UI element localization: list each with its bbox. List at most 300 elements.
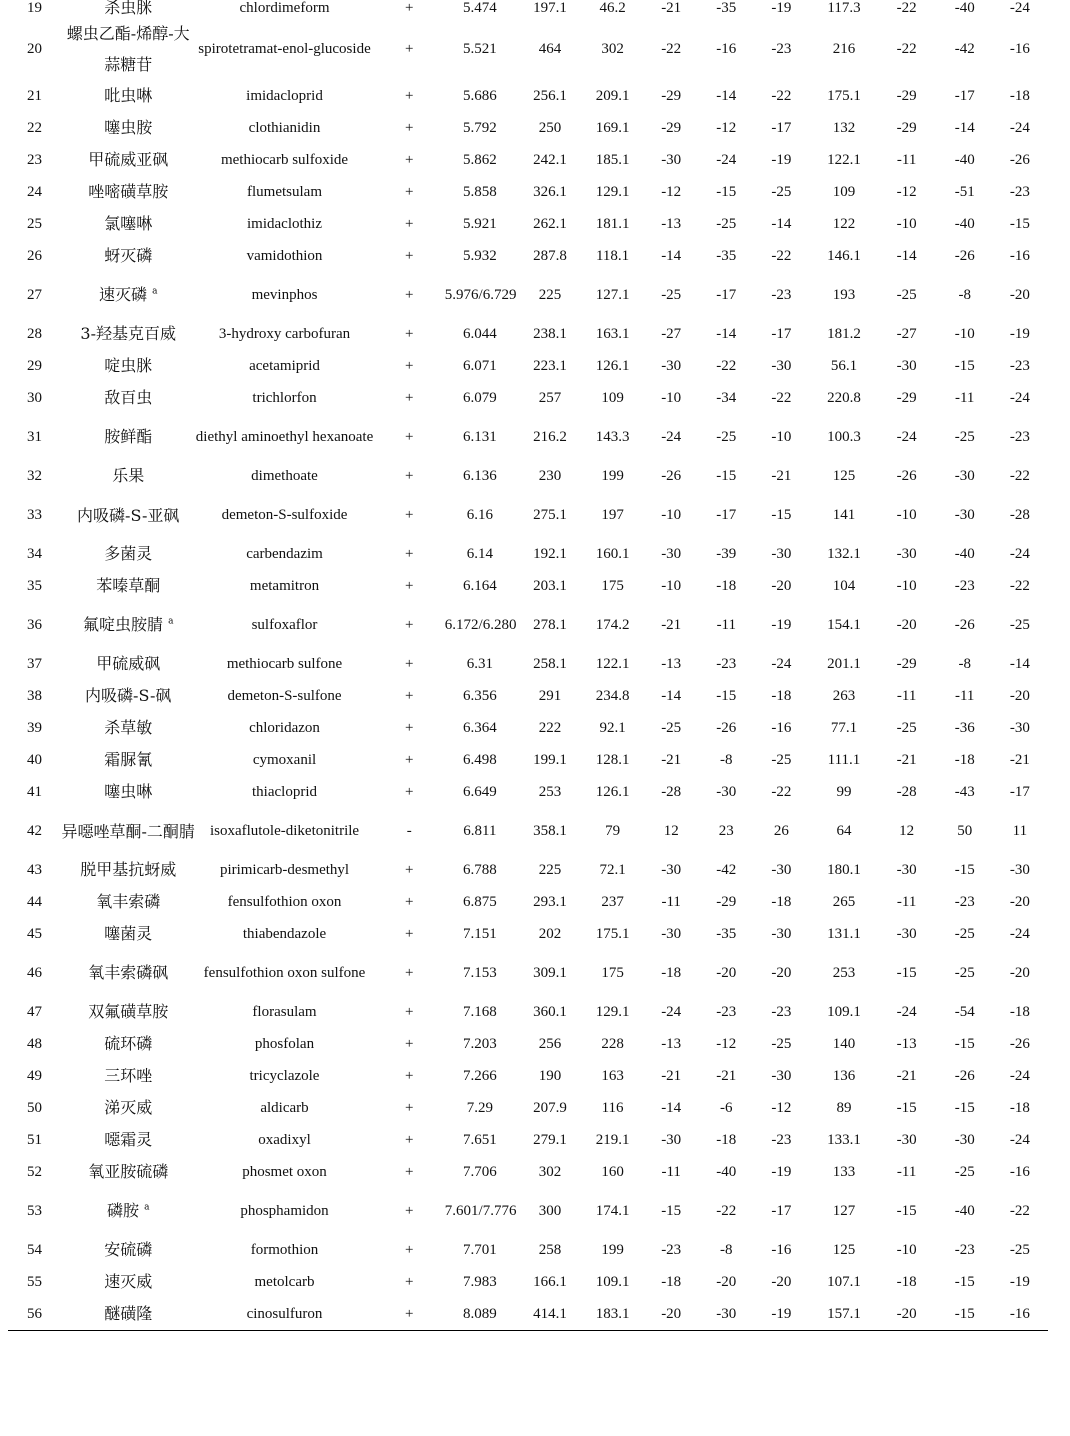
value-2-cell	[702, 144, 750, 176]
value-2: -15	[716, 468, 737, 484]
english-name-cell	[195, 648, 373, 680]
value-1-cell	[640, 1092, 702, 1124]
row-number-cell	[8, 1234, 61, 1266]
row-number: 45	[27, 926, 43, 942]
qual-ion: 109.1	[827, 1004, 861, 1020]
retention-time: 7.701	[462, 1242, 497, 1258]
row-number-cell	[8, 918, 61, 950]
value-5: -15	[954, 358, 975, 374]
row-number-cell	[8, 208, 61, 240]
value-1: -22	[661, 41, 682, 57]
value-2: -15	[716, 184, 737, 200]
value-3-cell	[750, 18, 812, 80]
chinese-name-cell	[61, 144, 195, 176]
english-name-cell	[195, 1124, 373, 1156]
value-3-cell	[750, 538, 812, 570]
value-3: -16	[771, 1242, 792, 1258]
value-1-cell	[640, 240, 702, 272]
precursor-ion: 291	[538, 688, 562, 704]
value-3-cell	[750, 1124, 812, 1156]
value-4-cell	[876, 382, 938, 414]
ion-mode: +	[405, 184, 414, 200]
qual-ion-cell	[812, 1298, 875, 1330]
chinese-name: 啶虫脒	[104, 356, 153, 375]
english-name-cell	[195, 0, 373, 18]
value-3: -19	[771, 617, 792, 633]
quant-ion: 175.1	[595, 926, 630, 942]
ion-mode: +	[405, 216, 414, 232]
value-4-cell	[876, 112, 938, 144]
value-6-cell	[992, 1234, 1048, 1266]
precursor-ion-cell	[515, 996, 585, 1028]
value-3: -30	[771, 358, 792, 374]
ion-mode-cell	[374, 680, 445, 712]
quant-ion-cell	[585, 318, 640, 350]
chinese-name: 磷胺	[106, 1201, 139, 1220]
qual-ion: 132	[832, 120, 856, 136]
english-name-cell	[195, 382, 373, 414]
value-4-cell	[876, 1028, 938, 1060]
qual-ion-cell	[812, 1156, 875, 1188]
row-number-cell	[8, 996, 61, 1028]
quant-ion-cell	[585, 744, 640, 776]
table-row	[8, 318, 1048, 350]
value-5-cell	[938, 996, 992, 1028]
english-name: oxadixyl	[258, 1132, 311, 1148]
table-row	[8, 176, 1048, 208]
english-name: sulfoxaflor	[251, 617, 318, 633]
precursor-ion: 253	[538, 784, 562, 800]
ion-mode-cell	[374, 1028, 445, 1060]
english-name: methiocarb sulfone	[226, 656, 343, 672]
retention-time: 6.136	[462, 468, 497, 484]
value-4: -25	[896, 720, 917, 736]
retention-time: 7.706	[462, 1164, 497, 1180]
precursor-ion: 230	[538, 468, 562, 484]
quant-ion: 160	[601, 1164, 624, 1180]
ion-mode-cell	[374, 538, 445, 570]
precursor-ion: 222	[538, 720, 562, 736]
value-1-cell	[640, 1156, 702, 1188]
chinese-name-cell	[61, 1092, 195, 1124]
value-2-cell	[702, 1298, 750, 1330]
value-2: -26	[716, 720, 737, 736]
value-2-cell	[702, 240, 750, 272]
ion-mode-cell	[374, 0, 445, 18]
ion-mode: +	[405, 578, 414, 594]
value-5-cell	[938, 460, 992, 492]
value-5-cell	[938, 1188, 992, 1234]
value-2: -15	[716, 688, 737, 704]
precursor-ion: 464	[538, 41, 562, 57]
chinese-name-cell	[61, 648, 195, 680]
chinese-name: 内吸磷-S-亚砜	[77, 505, 180, 525]
retention-time: 6.788	[462, 862, 497, 878]
retention-time: 5.792	[462, 120, 497, 136]
ion-mode-cell	[374, 1266, 445, 1298]
quant-ion-cell	[585, 680, 640, 712]
table-row	[8, 854, 1048, 886]
retention-time-cell	[445, 950, 515, 996]
chinese-name-cell	[61, 744, 195, 776]
quant-ion-cell	[585, 996, 640, 1028]
value-5: 50	[957, 823, 973, 839]
ion-mode: +	[405, 784, 414, 800]
value-1: -26	[661, 468, 682, 484]
row-number-cell	[8, 886, 61, 918]
table-row	[8, 1234, 1048, 1266]
precursor-ion: 192.1	[533, 546, 567, 562]
value-5-cell	[938, 350, 992, 382]
english-name-cell	[195, 1092, 373, 1124]
value-4-cell	[876, 318, 938, 350]
value-5: -40	[954, 0, 975, 16]
value-1-cell	[640, 996, 702, 1028]
qual-ion-cell	[812, 996, 875, 1028]
value-2-cell	[702, 648, 750, 680]
value-6-cell	[992, 950, 1048, 996]
precursor-ion-cell	[515, 1124, 585, 1156]
value-5: -26	[954, 617, 975, 633]
value-4: -29	[896, 390, 917, 406]
table-row	[8, 950, 1048, 996]
qual-ion: 136	[832, 1068, 856, 1084]
value-6: -20	[1009, 894, 1030, 910]
retention-time-cell	[445, 854, 515, 886]
ion-mode-cell	[374, 1298, 445, 1330]
retention-time-cell	[445, 1234, 515, 1266]
value-3-cell	[750, 918, 812, 950]
retention-time-cell	[445, 382, 515, 414]
value-6-cell	[992, 492, 1048, 538]
english-name-cell	[195, 886, 373, 918]
qual-ion: 104	[832, 578, 856, 594]
value-5: -10	[954, 326, 975, 342]
english-name: imidacloprid	[246, 88, 323, 104]
ion-mode-cell	[374, 1060, 445, 1092]
quant-ion-cell	[585, 208, 640, 240]
row-number-cell	[8, 176, 61, 208]
value-4-cell	[876, 648, 938, 680]
qual-ion-cell	[812, 80, 875, 112]
row-number-cell	[8, 18, 61, 80]
retention-time-cell	[445, 886, 515, 918]
precursor-ion-cell	[515, 208, 585, 240]
row-number: 26	[27, 248, 43, 264]
ion-mode-cell	[374, 776, 445, 808]
value-4: -18	[896, 1274, 917, 1290]
value-4-cell	[876, 808, 938, 854]
chinese-name: 氟啶虫胺腈	[82, 615, 163, 634]
precursor-ion: 238.1	[533, 326, 567, 342]
quant-ion: 46.2	[599, 0, 626, 16]
chinese-name: 硫环磷	[104, 1034, 153, 1053]
ion-mode: +	[405, 358, 414, 374]
value-5: -25	[954, 1164, 975, 1180]
chinese-name: 氧丰索磷	[96, 892, 161, 911]
english-name: formothion	[250, 1242, 319, 1258]
quant-ion-cell	[585, 602, 640, 648]
ion-mode-cell	[374, 460, 445, 492]
english-name: mevinphos	[251, 287, 318, 303]
qual-ion: 100.3	[827, 429, 861, 445]
qual-ion: 99	[836, 784, 852, 800]
qual-ion-cell	[812, 1188, 875, 1234]
value-2: -22	[716, 1203, 737, 1219]
qual-ion: 77.1	[830, 720, 858, 736]
quant-ion: 160.1	[595, 546, 630, 562]
row-number: 23	[27, 152, 43, 168]
precursor-ion-cell	[515, 1298, 585, 1330]
value-5: -18	[954, 752, 975, 768]
chinese-name-cell	[61, 1298, 195, 1330]
value-2-cell	[702, 382, 750, 414]
value-1: -18	[661, 965, 682, 981]
ion-mode: +	[405, 468, 414, 484]
value-4-cell	[876, 886, 938, 918]
value-3-cell	[750, 318, 812, 350]
value-3: -18	[771, 894, 792, 910]
value-1: -10	[661, 578, 682, 594]
value-6-cell	[992, 744, 1048, 776]
precursor-ion-cell	[515, 808, 585, 854]
precursor-ion: 309.1	[533, 965, 567, 981]
english-name-cell	[195, 712, 373, 744]
value-3: -20	[771, 965, 792, 981]
qual-ion-cell	[812, 886, 875, 918]
quant-ion-cell	[585, 570, 640, 602]
precursor-ion: 250	[538, 120, 562, 136]
chinese-name-cell	[61, 272, 195, 318]
value-2-cell	[702, 1092, 750, 1124]
value-2-cell	[702, 112, 750, 144]
ion-mode: +	[405, 88, 414, 104]
chinese-name-cell	[61, 240, 195, 272]
ion-mode: +	[405, 926, 414, 942]
retention-time-cell	[445, 18, 515, 80]
english-name: diethyl aminoethyl hexanoate	[195, 429, 374, 445]
value-6-cell	[992, 1156, 1048, 1188]
value-4: -11	[896, 894, 917, 910]
value-6-cell	[992, 712, 1048, 744]
precursor-ion: 278.1	[533, 617, 567, 633]
qual-ion-cell	[812, 382, 875, 414]
value-6: -28	[1009, 507, 1030, 523]
value-5: -40	[954, 216, 975, 232]
ion-mode-cell	[374, 1124, 445, 1156]
chinese-name: 醚磺隆	[104, 1303, 153, 1323]
precursor-ion-cell	[515, 1060, 585, 1092]
quant-ion-cell	[585, 1266, 640, 1298]
value-4-cell	[876, 1188, 938, 1234]
value-6-cell	[992, 144, 1048, 176]
value-1: -21	[661, 752, 682, 768]
qual-ion: 125	[832, 468, 856, 484]
value-3-cell	[750, 176, 812, 208]
row-number: 24	[27, 184, 43, 200]
precursor-ion: 256	[538, 1036, 562, 1052]
value-1: -15	[661, 1203, 682, 1219]
table-row	[8, 112, 1048, 144]
table-row	[8, 460, 1048, 492]
value-2-cell	[702, 1266, 750, 1298]
ion-mode-cell	[374, 112, 445, 144]
value-1-cell	[640, 854, 702, 886]
row-number-cell	[8, 1060, 61, 1092]
retention-time: 5.932	[462, 248, 497, 264]
ion-mode: +	[405, 720, 414, 736]
qual-ion: 154.1	[827, 617, 861, 633]
english-name-cell	[195, 144, 373, 176]
value-6: -24	[1009, 120, 1030, 136]
chinese-name: 速灭威	[104, 1272, 153, 1291]
value-2-cell	[702, 460, 750, 492]
qual-ion: 180.1	[827, 862, 861, 878]
value-6-cell	[992, 0, 1048, 18]
value-3: -22	[771, 390, 792, 406]
table-row	[8, 648, 1048, 680]
value-3: -25	[771, 1036, 792, 1052]
value-5: -30	[954, 468, 975, 484]
qual-ion: 263	[832, 688, 856, 704]
value-2-cell	[702, 680, 750, 712]
value-4: -15	[896, 1203, 917, 1219]
table-row	[8, 1124, 1048, 1156]
value-3-cell	[750, 1060, 812, 1092]
value-4: -12	[896, 184, 917, 200]
value-1: 12	[663, 823, 679, 839]
value-1-cell	[640, 712, 702, 744]
quant-ion-cell	[585, 460, 640, 492]
english-name-cell	[195, 808, 373, 854]
precursor-ion: 287.8	[533, 248, 567, 264]
qual-ion-cell	[812, 112, 875, 144]
row-number-cell	[8, 950, 61, 996]
value-3-cell	[750, 648, 812, 680]
value-4-cell	[876, 1092, 938, 1124]
ion-mode: +	[405, 507, 414, 523]
value-5: -14	[954, 120, 975, 136]
retention-time: 6.31	[466, 656, 493, 672]
ion-mode: +	[405, 390, 414, 406]
value-3: -24	[771, 656, 792, 672]
row-number-cell	[8, 272, 61, 318]
value-5-cell	[938, 1028, 992, 1060]
value-2: -17	[716, 507, 737, 523]
value-5-cell	[938, 1156, 992, 1188]
quant-ion-cell	[585, 112, 640, 144]
value-1-cell	[640, 648, 702, 680]
value-2: -35	[716, 248, 737, 264]
value-6-cell	[992, 680, 1048, 712]
value-1-cell	[640, 414, 702, 460]
qual-ion: 146.1	[827, 248, 861, 264]
retention-time: 8.089	[462, 1305, 497, 1322]
value-6-cell	[992, 350, 1048, 382]
value-4: -29	[896, 656, 917, 672]
table-row	[8, 808, 1048, 854]
qual-ion-cell	[812, 272, 875, 318]
quant-ion-cell	[585, 1234, 640, 1266]
value-6: -30	[1009, 862, 1030, 878]
value-4-cell	[876, 950, 938, 996]
value-5-cell	[938, 602, 992, 648]
chinese-name: 螺虫乙酯-烯醇-大蒜糖苷	[66, 24, 190, 74]
value-2-cell	[702, 744, 750, 776]
english-name: tricyclazole	[249, 1068, 320, 1084]
value-3: -19	[771, 0, 792, 16]
value-6-cell	[992, 886, 1048, 918]
value-2-cell	[702, 996, 750, 1028]
table-row	[8, 602, 1048, 648]
value-1-cell	[640, 538, 702, 570]
qual-ion: 181.2	[827, 326, 861, 342]
value-5: -11	[954, 390, 975, 406]
qual-ion: 64	[836, 823, 852, 839]
ion-mode: +	[405, 656, 414, 672]
value-1: -24	[661, 1004, 682, 1020]
row-number-cell	[8, 854, 61, 886]
qual-ion-cell	[812, 18, 875, 80]
qual-ion: 157.1	[827, 1305, 861, 1322]
value-5-cell	[938, 680, 992, 712]
qual-ion-cell	[812, 240, 875, 272]
precursor-ion: 358.1	[533, 823, 567, 839]
ion-mode: +	[405, 152, 414, 168]
footnote-marker: a	[168, 616, 174, 627]
value-6-cell	[992, 808, 1048, 854]
qual-ion: 141	[832, 507, 856, 523]
quant-ion: 163	[601, 1068, 624, 1084]
value-4-cell	[876, 680, 938, 712]
row-number: 40	[27, 752, 43, 768]
table-row	[8, 350, 1048, 382]
retention-time-cell	[445, 1124, 515, 1156]
table-row	[8, 680, 1048, 712]
ion-mode-cell	[374, 176, 445, 208]
value-3-cell	[750, 886, 812, 918]
value-6-cell	[992, 1060, 1048, 1092]
row-number-cell	[8, 538, 61, 570]
english-name: acetamiprid	[249, 358, 320, 374]
value-3: -19	[771, 152, 792, 168]
value-6: -22	[1009, 1203, 1030, 1219]
retention-time: 6.071	[462, 358, 497, 374]
value-2: -40	[716, 1164, 737, 1180]
precursor-ion-cell	[515, 176, 585, 208]
ion-mode: +	[405, 688, 414, 704]
value-1-cell	[640, 1028, 702, 1060]
value-2: -20	[716, 965, 737, 981]
value-4-cell	[876, 1298, 938, 1330]
value-5: -36	[954, 720, 975, 736]
row-number-cell	[8, 382, 61, 414]
retention-time-cell	[445, 1060, 515, 1092]
value-4-cell	[876, 538, 938, 570]
value-6-cell	[992, 240, 1048, 272]
precursor-ion: 225	[538, 862, 562, 878]
value-3: -23	[771, 1004, 792, 1020]
value-1: -23	[661, 1242, 682, 1258]
row-number: 28	[27, 326, 43, 342]
qual-ion: 193	[832, 287, 856, 303]
retention-time: 6.649	[462, 784, 497, 800]
value-2-cell	[702, 18, 750, 80]
chinese-name: 氧亚胺硫磷	[88, 1162, 169, 1181]
retention-time-cell	[445, 1188, 515, 1234]
english-name-cell	[195, 18, 373, 80]
english-name-cell	[195, 1188, 373, 1234]
